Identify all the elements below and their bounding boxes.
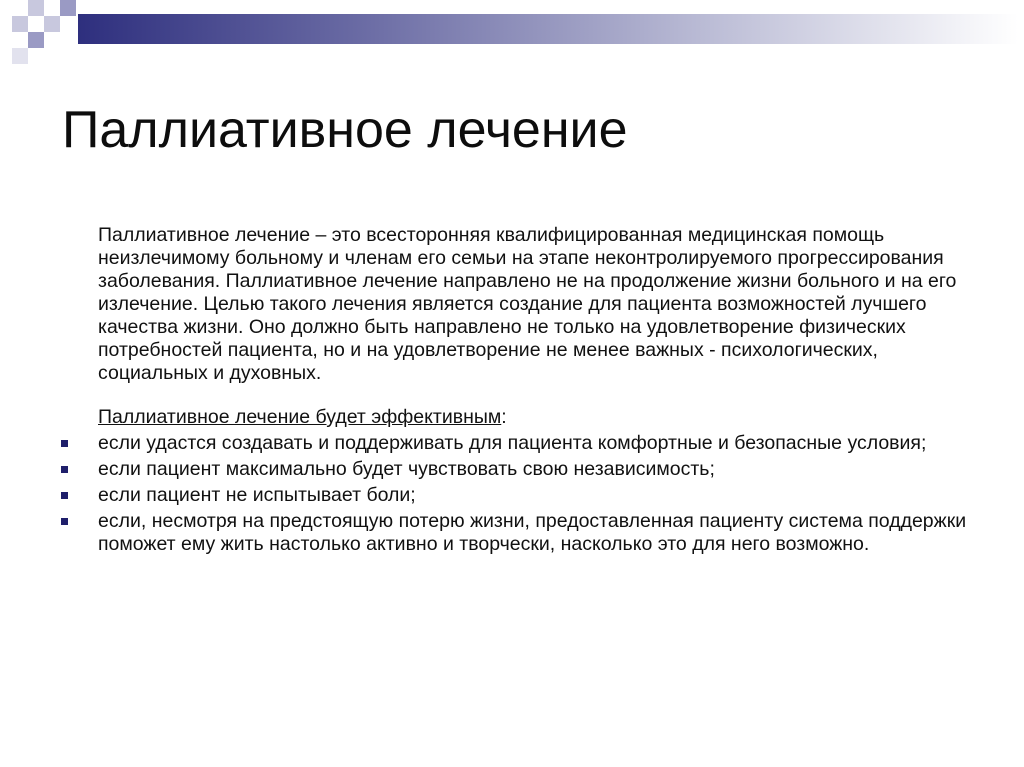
slide-body [98, 224, 978, 556]
square-bullet-icon [61, 466, 68, 473]
list-item-text: если пациент не испытывает боли; [98, 484, 416, 506]
decor-square [28, 0, 44, 16]
effectiveness-lead-colon: : [501, 406, 507, 428]
effectiveness-lead-text: Паллиативное лечение будет эффективным [98, 406, 502, 428]
conditions-list [98, 432, 978, 556]
list-item-text: если, несмотря на предстоящую потерю жизни, предоставленная пациенту система поддержки поможет ему жить настолько активно и творчески, насколько это для него возможно. [98, 510, 967, 555]
square-bullet-icon [61, 440, 68, 447]
list-item [98, 458, 978, 481]
effectiveness-lead [98, 406, 978, 429]
list-item-text: если пациент максимально будет чувствовать свою независимость; [98, 458, 715, 480]
square-bullet-icon [61, 518, 68, 525]
decor-square [28, 32, 44, 48]
decor-square [12, 16, 28, 32]
list-item-text: если удастся создавать и поддерживать для пациента комфортные и безопасные условия; [98, 432, 927, 454]
definition-paragraph: Паллиативное лечение – это всесторонняя квалифицированная медицинская помощь неизлечимому больному и членам его семьи на этапе неконтролируемого прогрессирования заболевания. Паллиативное лечение направлено не на продолжение жизни больного и на его излечение. Целью такого лечения является создание для пациента возможностей лучшего качества жизни. Оно должно быть направлено не только на удовлетворение физических потребностей пациента, но и на удовлетворение не менее важных - психологических, социальных и духовных. [98, 224, 957, 384]
list-item [98, 484, 978, 507]
decor-square [12, 48, 28, 64]
header-gradient-bar [78, 14, 1018, 44]
decor-square [60, 0, 76, 16]
square-bullet-icon [61, 492, 68, 499]
decor-square [44, 16, 60, 32]
list-item [98, 432, 978, 455]
list-item [98, 510, 978, 556]
slide-title: Паллиативное лечение [62, 101, 628, 159]
